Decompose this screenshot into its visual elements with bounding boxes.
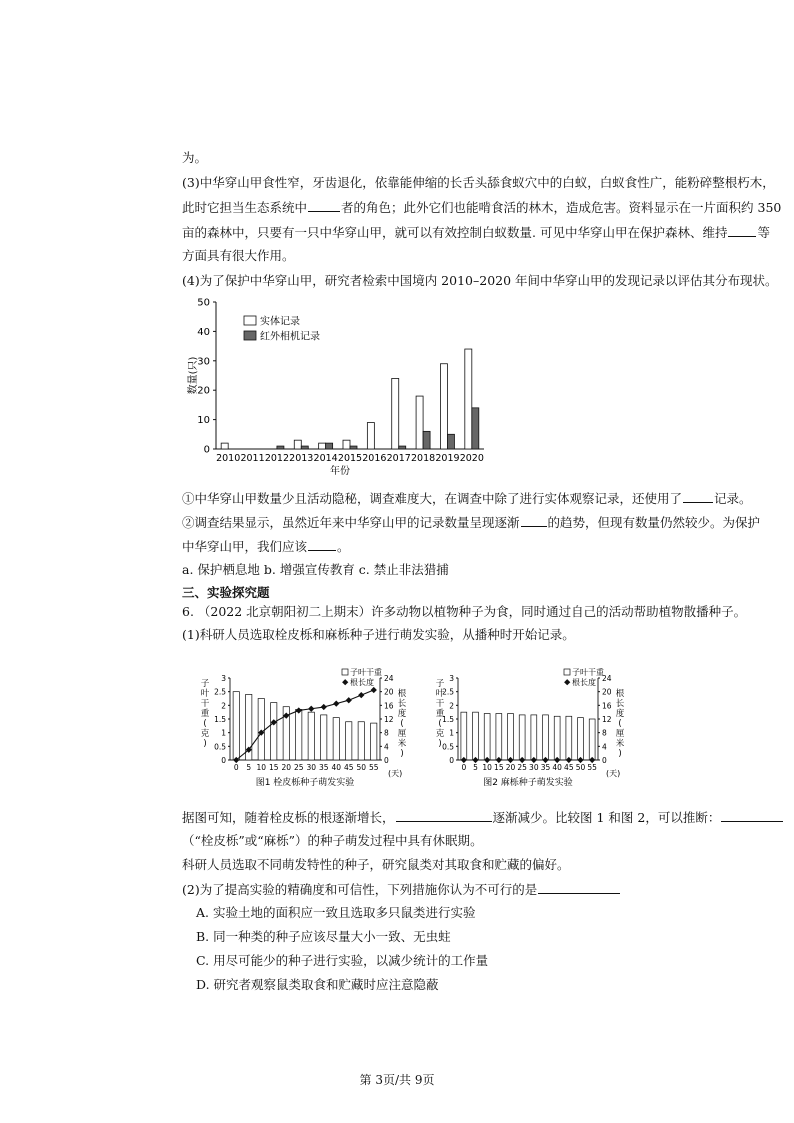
x-tick-label: 2016 — [362, 453, 387, 464]
left-axis-label-char: 重 — [435, 709, 445, 719]
bar-cotyledon-weight — [566, 716, 572, 760]
options-abc: a. 保护栖息地 b. 增强宣传教育 c. 禁止非法猎捕 — [182, 562, 449, 577]
root-length-point — [346, 697, 352, 703]
right-axis-label-char: 度 — [397, 709, 407, 719]
question-4-2-cont — [182, 538, 350, 555]
option-c[interactable]: C. 用尽可能少的种子进行实验，以减少统计的工作量 — [196, 953, 489, 968]
x-tick-label: 50 — [575, 763, 586, 772]
right-axis-label-char: ) — [618, 749, 622, 759]
root-length-point — [333, 701, 339, 707]
left-tick-label: 0.5 — [442, 742, 454, 752]
question-3-line-2 — [182, 199, 781, 216]
x-tick-label: 2012 — [264, 453, 290, 464]
option-d[interactable]: D. 研究者观察鼠类取食和贮藏时应注意隐蔽 — [196, 977, 439, 992]
figure-title: 图1 栓皮栎种子萌发实验 — [255, 778, 355, 788]
question-4-2-text-d: 。 — [337, 539, 350, 554]
y-tick-label: 10 — [197, 415, 210, 427]
bar-physical-record — [440, 364, 447, 449]
x-tick-label: 15 — [494, 763, 504, 772]
left-tick-label: 2.5 — [214, 687, 226, 697]
legend-bar-label: 子叶干重 — [572, 668, 604, 677]
x-tick-label: 10 — [482, 763, 492, 772]
bar-camera-record — [447, 434, 454, 449]
x-tick-label: 55 — [368, 763, 379, 772]
left-tick-label: 3 — [449, 674, 454, 683]
x-tick-label: 40 — [331, 763, 342, 772]
x-unit-label: (天) — [606, 769, 621, 778]
bar-cotyledon-weight — [589, 719, 595, 760]
right-tick-label: 24 — [602, 674, 612, 683]
root-length-point — [308, 706, 314, 712]
bar-cotyledon-weight — [371, 723, 377, 760]
question-3-text-d: 等 — [757, 225, 770, 240]
left-tick-label: 1 — [221, 728, 226, 738]
right-tick-label: 8 — [384, 728, 389, 738]
right-tick-label: 24 — [384, 674, 394, 683]
bar-physical-record — [416, 396, 423, 449]
x-tick-label: 2011 — [240, 453, 265, 464]
left-axis-label-char: ) — [438, 739, 442, 749]
bar-cotyledon-weight — [473, 712, 479, 760]
right-axis-label-char: ( — [618, 719, 622, 729]
bar-physical-record — [343, 440, 350, 449]
left-axis-label — [201, 679, 210, 749]
x-tick-label: 55 — [587, 763, 597, 772]
bar-physical-record — [294, 440, 301, 449]
root-length-line — [236, 690, 374, 760]
left-axis-label-char: 叶 — [200, 689, 210, 699]
bar-physical-record — [319, 443, 326, 449]
x-axis-label: 年份 — [330, 466, 350, 477]
x-tick-label: 2013 — [289, 453, 314, 464]
x-unit-label: (天) — [388, 769, 403, 778]
paragraph-1 — [182, 809, 784, 826]
right-axis-label — [616, 688, 625, 759]
right-tick-label: 4 — [384, 742, 389, 752]
bar-cotyledon-weight — [308, 712, 314, 760]
left-axis-label-char: 重 — [200, 709, 210, 719]
bar-cotyledon-weight — [496, 714, 502, 760]
question-3-text-c: 亩的森林中，只要有一只中华穿山甲，就可以有效控制白蚁数量. 可见中华穿山甲在保护森林、维持 — [182, 225, 728, 240]
question-6: 6. （2022 北京朝阳初二上期末）许多动物以植物种子为食，同时通过自己的活动帮助植物散播种子。 — [182, 604, 747, 619]
bar-cotyledon-weight — [346, 722, 352, 760]
bar-cotyledon-weight — [271, 703, 277, 760]
x-tick-label: 50 — [356, 763, 367, 772]
bar-physical-record — [392, 378, 399, 449]
question-3-line-1: (3)中华穿山甲食性窄，牙齿退化，依靠能伸缩的长舌头舔食蚁穴中的白蚁，白蚁食性广，能粉碎整根朽木， — [182, 175, 775, 190]
right-tick-label: 0 — [602, 756, 607, 765]
bar-cotyledon-weight — [296, 709, 302, 760]
bar-physical-record — [221, 443, 228, 449]
left-axis-label-char: 干 — [200, 699, 210, 709]
x-tick-label: 0 — [233, 763, 239, 772]
bar-cotyledon-weight — [508, 714, 514, 760]
bar-camera-record — [277, 446, 284, 449]
right-axis-label-char: 米 — [615, 739, 625, 749]
left-tick-label: 3 — [221, 674, 226, 683]
answer-blank[interactable] — [308, 538, 336, 551]
left-axis-label-char: 克 — [200, 729, 210, 739]
bar-camera-record — [472, 408, 479, 449]
x-tick-label: 5 — [473, 763, 478, 772]
x-tick-label: 25 — [293, 763, 304, 772]
bar-cotyledon-weight — [519, 715, 525, 760]
y-tick-label: 30 — [197, 356, 210, 368]
x-tick-label: 35 — [318, 763, 329, 772]
answer-blank[interactable] — [396, 809, 492, 822]
root-length-point — [371, 687, 377, 693]
left-axis-label-char: ( — [203, 719, 207, 729]
right-axis-label — [398, 688, 407, 759]
bar-cotyledon-weight — [258, 699, 264, 761]
option-b[interactable]: B. 同一种类的种子应该尽量大小一致、无虫蛀 — [196, 929, 451, 944]
x-tick-label: 45 — [343, 763, 354, 772]
left-axis-label-char: ) — [203, 739, 207, 749]
left-axis-label-char: ( — [438, 719, 442, 729]
left-tick-label: 2 — [221, 701, 226, 711]
bar-cotyledon-weight — [233, 692, 239, 760]
right-axis-label-char: 根 — [397, 689, 407, 699]
legend-swatch — [244, 331, 256, 340]
left-axis-label-char: 子 — [435, 679, 445, 689]
answer-blank[interactable] — [721, 809, 783, 822]
option-a[interactable]: A. 实验土地的面积应一致且选取多只鼠类进行实验 — [196, 905, 476, 920]
right-axis-label-char: ( — [400, 719, 404, 729]
y-tick-label: 40 — [197, 326, 210, 338]
answer-blank[interactable] — [308, 199, 340, 212]
left-tick-label: 1.5 — [442, 715, 454, 724]
root-length-point — [358, 692, 364, 698]
paragraph-1-text-a: 据图可知，随着栓皮栎的根逐渐增长， — [182, 810, 395, 825]
pangolin-records-chart — [182, 292, 502, 482]
bar-cotyledon-weight — [543, 715, 549, 760]
answer-blank[interactable] — [521, 514, 547, 527]
left-axis-label-char: 克 — [435, 729, 445, 739]
figure-2-chart — [430, 654, 640, 794]
legend-bar-swatch — [342, 669, 348, 675]
y-tick-label: 20 — [197, 385, 210, 397]
right-axis-label-char: 度 — [615, 709, 625, 719]
bar-cotyledon-weight — [321, 715, 327, 760]
y-tick-label: 0 — [203, 444, 210, 456]
legend-line-swatch — [342, 679, 348, 685]
bar-cotyledon-weight — [484, 714, 490, 760]
x-tick-label: 35 — [540, 763, 551, 772]
left-axis-label-char: 叶 — [435, 689, 445, 699]
question-6-1: (1)科研人员选取栓皮栎和麻栎种子进行萌发实验，从播种时开始记录。 — [182, 627, 575, 642]
x-tick-label: 2010 — [216, 453, 241, 464]
question-4-2-text-c: 中华穿山甲，我们应该 — [182, 539, 308, 554]
right-axis-label-char: ) — [400, 749, 404, 759]
y-tick-label: 50 — [197, 297, 210, 309]
left-tick-label: 0.5 — [214, 742, 226, 752]
right-axis-label-char: 米 — [397, 739, 407, 749]
section-heading: 三、实验探究题 — [182, 585, 270, 600]
right-tick-label: 0 — [384, 756, 389, 765]
right-axis-label-char: 长 — [615, 699, 625, 709]
bar-physical-record — [367, 423, 374, 449]
x-tick-label: 30 — [306, 763, 317, 772]
bar-cotyledon-weight — [531, 715, 537, 760]
x-tick-label: 15 — [268, 763, 279, 772]
question-4-1-text-a: ①中华穿山甲数量少且活动隐秘，调查难度大，在调查中除了进行实体观察记录，还使用了 — [182, 491, 683, 506]
root-length-point — [321, 704, 327, 710]
left-axis-label — [436, 679, 445, 749]
x-tick-label: 10 — [256, 763, 267, 772]
right-tick-label: 20 — [384, 687, 394, 697]
question-4-2 — [182, 514, 760, 531]
legend-line-label: 根长度 — [572, 678, 596, 687]
paragraph-2: （“栓皮栎”或“麻栎”）的种子萌发过程中具有休眠期。 — [182, 833, 483, 848]
left-axis-label-char: 子 — [200, 679, 210, 689]
right-axis-label-char: 根 — [615, 689, 625, 699]
x-tick-label: 2020 — [459, 453, 484, 464]
left-tick-label: 2 — [449, 701, 454, 711]
x-tick-label: 2014 — [313, 453, 338, 464]
right-axis-label-char: 厘 — [615, 729, 625, 739]
right-tick-label: 4 — [602, 742, 607, 752]
x-tick-label: 30 — [529, 763, 539, 772]
bar-cotyledon-weight — [461, 712, 467, 760]
left-tick-label: 0 — [221, 756, 226, 765]
answer-blank[interactable] — [683, 490, 713, 503]
question-3-line-3 — [182, 224, 770, 241]
x-tick-label: 5 — [246, 763, 252, 772]
text-line-1: 为。 — [182, 150, 208, 165]
bar-physical-record — [465, 349, 472, 449]
bar-camera-record — [326, 443, 333, 449]
left-tick-label: 0 — [449, 756, 454, 765]
right-axis-label-char: 厘 — [397, 729, 407, 739]
question-3-text-b: 者的角色；此外它们也能啃食活的林木，造成危害。资料显示在一片面积约 350 — [341, 200, 782, 215]
answer-blank[interactable] — [538, 881, 620, 894]
bar-cotyledon-weight — [578, 718, 584, 760]
left-tick-label: 2.5 — [442, 687, 454, 697]
legend-line-label: 根长度 — [350, 678, 374, 687]
question-3-text-a: 此时它担当生态系统中 — [182, 200, 308, 215]
right-tick-label: 8 — [602, 728, 607, 738]
paragraph-1-text-b: 逐渐减少。比较图 1 和图 2，可以推断： — [492, 810, 721, 825]
bar-camera-record — [301, 446, 308, 449]
question-6-2 — [182, 881, 621, 898]
legend-label: 红外相机记录 — [260, 331, 320, 343]
question-6-2-text: (2)为了提高实验的精确度和可信性，下列措施你认为不可行的是 — [182, 882, 538, 897]
question-4-1-text-b: 记录。 — [714, 491, 752, 506]
legend-label: 实体记录 — [260, 316, 300, 328]
legend-bar-swatch — [564, 669, 570, 675]
right-tick-label: 12 — [384, 715, 394, 724]
y-axis-label: 数量(只) — [188, 356, 199, 395]
legend-line-swatch — [564, 679, 570, 685]
bar-cotyledon-weight — [358, 722, 364, 760]
x-tick-label: 2019 — [435, 453, 460, 464]
question-4-2-text-b: 的趋势，但现有数量仍然较少。为保护 — [547, 515, 761, 530]
x-tick-label: 2015 — [337, 453, 363, 464]
x-tick-label: 2017 — [386, 453, 411, 464]
x-tick-label: 0 — [461, 763, 467, 772]
x-tick-label: 20 — [505, 763, 516, 772]
x-tick-label: 45 — [564, 763, 574, 772]
left-tick-label: 1.5 — [214, 715, 226, 724]
right-axis-label-char: 长 — [397, 699, 407, 709]
answer-blank[interactable] — [728, 224, 756, 237]
question-4-1 — [182, 490, 752, 507]
legend-swatch — [244, 316, 256, 325]
figure-1-chart — [190, 654, 430, 794]
right-tick-label: 20 — [602, 687, 612, 697]
x-tick-label: 25 — [517, 763, 527, 772]
left-tick-label: 1 — [449, 728, 454, 738]
right-tick-label: 16 — [384, 701, 394, 711]
bar-camera-record — [350, 446, 357, 449]
x-tick-label: 20 — [281, 763, 292, 772]
question-3-line-4: 方面具有很大作用。 — [182, 248, 295, 263]
left-axis-label-char: 干 — [435, 699, 445, 709]
paragraph-3: 科研人员选取不同萌发特性的种子，研究鼠类对其取食和贮藏的偏好。 — [182, 857, 570, 872]
page-footer: 第 3页/共 9页 — [359, 1073, 435, 1087]
figure-title: 图2 麻栎种子萌发实验 — [483, 778, 573, 788]
x-tick-label: 2018 — [410, 453, 436, 464]
question-4-line-1: (4)为了保护中华穿山甲，研究者检索中国境内 2010–2020 年间中华穿山甲的发现记录以评估其分布现状。 — [182, 273, 778, 288]
bar-cotyledon-weight — [333, 718, 339, 760]
bar-camera-record — [423, 431, 430, 449]
right-tick-label: 16 — [602, 701, 612, 711]
question-4-2-text-a: ②调查结果显示，虽然近年来中华穿山甲的记录数量呈现逐渐 — [182, 515, 520, 530]
bar-camera-record — [399, 446, 406, 449]
legend-bar-label: 子叶干重 — [350, 668, 382, 677]
right-tick-label: 12 — [602, 715, 612, 724]
bar-cotyledon-weight — [554, 716, 560, 760]
x-tick-label: 40 — [552, 763, 562, 772]
